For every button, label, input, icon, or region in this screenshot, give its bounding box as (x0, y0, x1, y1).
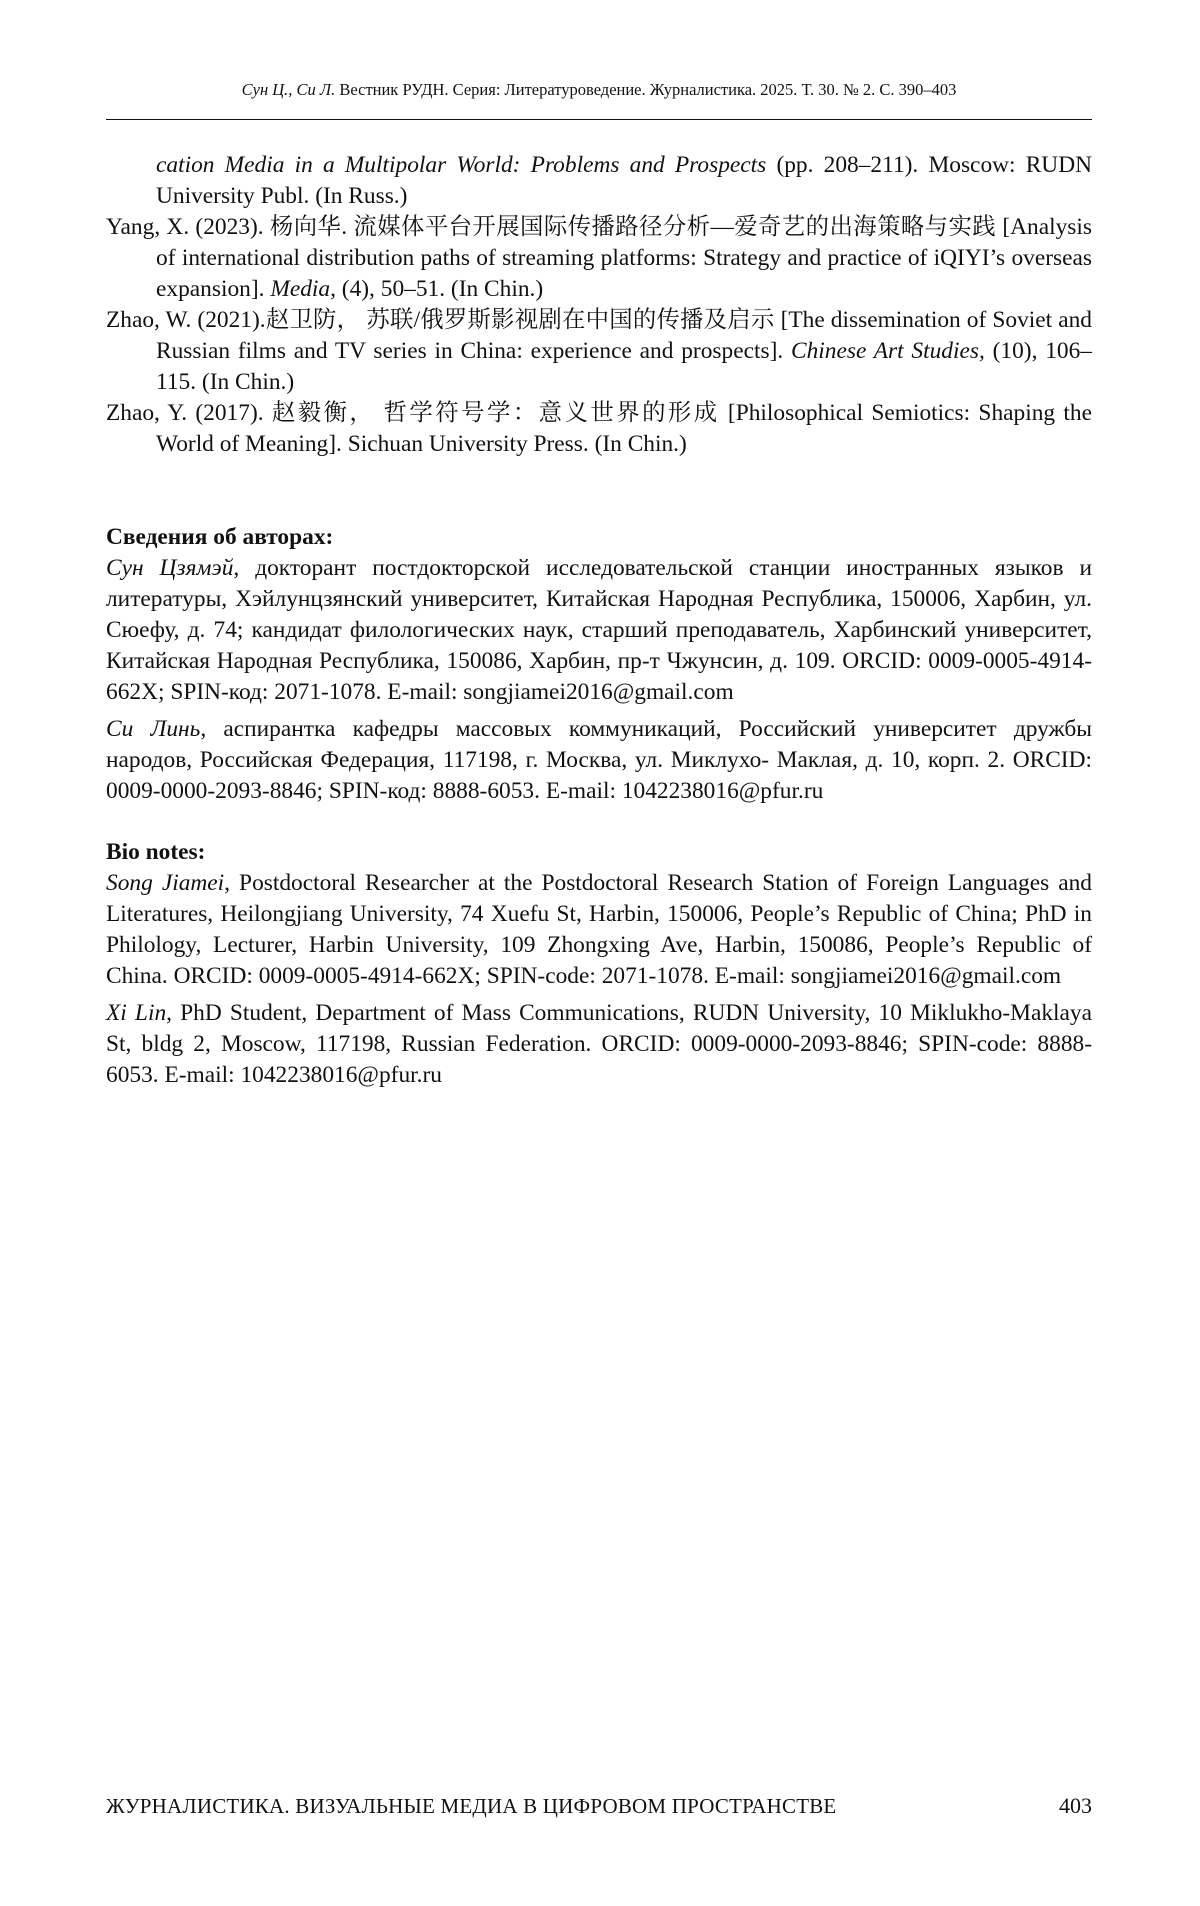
reference-title: cation Media in a Multipolar World: Problems and Prospects (156, 152, 767, 178)
spacer (106, 807, 1092, 837)
authors-ru-section (106, 522, 1092, 807)
reference-item (106, 398, 1092, 460)
authors-en-section (106, 837, 1092, 1091)
reference-tail: (10), 106–115. (In Chin.) (156, 338, 1093, 395)
author-details: , PhD Student, Department of Mass Communications, RUDN University, 10 Miklukho-Maklaya St, bldg 2, Moscow, 117198, Russian Federation. ORCID: 0009-0000-2093-8846; SPIN-code: 8888-6053. E-mail: 1042238016@pfur.ru (106, 1000, 1092, 1088)
running-head-authors: Сун Ц., Си Л. (241, 80, 336, 99)
author-name: Си Линь (106, 716, 201, 742)
reference-text: Yang, X. (2023). 杨向华. 流媒体平台开展国际传播路径分析—爱奇艺的出海策略与实践 [Analysis of international distribution paths of streaming platforms: Strategy and practice of iQIYI’s overseas expansion]. (106, 214, 1092, 302)
author-bio-en (106, 868, 1092, 992)
author-bio-ru (106, 553, 1092, 708)
running-head-journal: Вестник РУДН. Серия: Литературоведение. Журналистика. 2025. Т. 30. № 2. С. 390–403 (339, 80, 957, 99)
reference-rest: (pp. 208–211). Moscow: RUDN University Publ. (In Russ.) (156, 152, 1092, 209)
reference-item (106, 150, 1092, 212)
reference-journal: Chinese Art Studies, (791, 338, 985, 364)
page-number: 403 (1059, 1793, 1092, 1818)
reference-text: Zhao, W. (2021).赵卫防， 苏联/俄罗斯影视剧在中国的传播及启示 [The dissemination of Soviet and Russian films and TV series in China: experience and prospects]. (106, 307, 1092, 364)
main-content (106, 150, 1092, 1091)
footer-journal-section: ЖУРНАЛИСТИКА. ВИЗУАЛЬНЫЕ МЕДИА В ЦИФРОВОМ ПРОСТРАНСТВЕ (106, 1794, 837, 1818)
author-details: , докторант постдокторской исследовательской станции иностранных языков и литературы, Хэйлунцзянский университет, Китайская Народная Республика, 150006, Харбин, ул. Сюефу, д. 74; кандидат филологических наук, старший преподаватель, Харбинский университет, Китайская Народная Республика, 150086, Харбин, пр-т Чжунсин, д. 109. ORCID: 0009-0005-4914-662X; SPIN-код: 2071-1078. E-mail: songjiamei2016@gmail.com (106, 555, 1092, 705)
page-footer (106, 1793, 1092, 1819)
reference-journal: Media, (270, 276, 336, 302)
author-bio-ru (106, 714, 1092, 807)
reference-item (106, 212, 1092, 305)
author-bio-en (106, 998, 1092, 1091)
author-details: , Postdoctoral Researcher at the Postdoctoral Research Station of Foreign Languages and Literatures, Heilongjiang University, 74 Xuefu St, Harbin, 150006, People’s Republic of China; PhD in Philology, Lecturer, Harbin University, 109 Zhongxing Ave, Harbin, 150086, People’s Republic of China. ORCID: 0009-0005-4914-662X; SPIN-code: 2071-1078. E-mail: songjiamei2016@gmail.com (106, 870, 1092, 989)
bio-notes-title: Bio notes: (106, 839, 206, 865)
running-head (106, 80, 1092, 100)
authors-ru-title: Сведения об авторах: (106, 524, 334, 550)
author-name: Xi Lin (106, 1000, 167, 1026)
references-list (106, 150, 1092, 460)
reference-tail: (4), 50–51. (In Chin.) (335, 276, 544, 302)
reference-text: Zhao, Y. (2017). 赵毅衡， 哲学符号学：意义世界的形成 [Philosophical Semiotics: Shaping the World of Meaning]. Sichuan University Press. (In Chin.) (106, 400, 1092, 457)
author-details: , аспирантка кафедры массовых коммуникаций, Российский университет дружбы народов, Российская Федерация, 117198, г. Москва, ул. Миклухо- Маклая, д. 10, корп. 2. ORCID: 0009-0000-2093-8846; SPIN-код: 8888-6053. E-mail: 1042238016@pfur.ru (106, 716, 1092, 804)
author-name: Song Jiamei (106, 870, 225, 896)
author-name: Сун Цзямэй (106, 555, 234, 581)
spacer (106, 460, 1092, 522)
reference-item (106, 305, 1092, 398)
header-rule (106, 119, 1092, 120)
